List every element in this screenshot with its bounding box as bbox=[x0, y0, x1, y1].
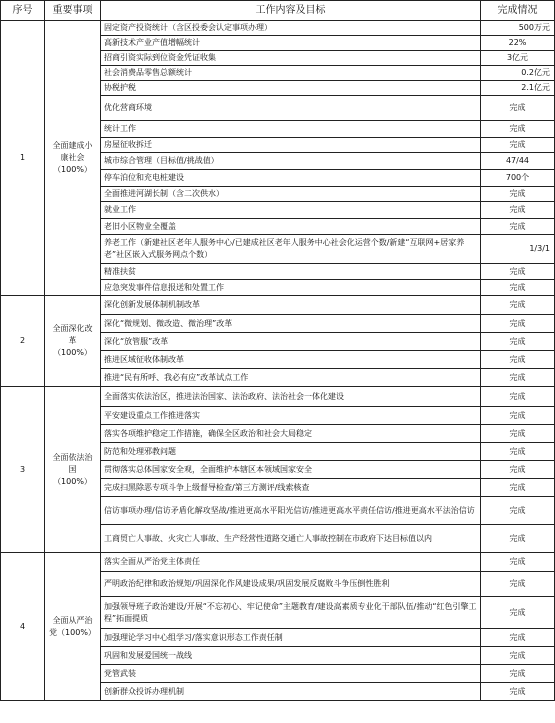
header-row bbox=[1, 1, 555, 21]
header-status: 完成情况 bbox=[481, 1, 555, 21]
work-content-cell: 统计工作 bbox=[101, 121, 481, 138]
completion-status-cell: 完成 bbox=[481, 351, 555, 369]
work-content-cell: 信访事项办理/信访矛盾化解攻坚战/推进更高水平阳光信访/推进更高水平责任信访/推进更高水平法治信访 bbox=[101, 497, 481, 525]
work-content-cell: 就业工作 bbox=[101, 202, 481, 219]
completion-status-cell: 完成 bbox=[481, 572, 555, 597]
work-content-cell: 推进区域征收体制改革 bbox=[101, 351, 481, 369]
major-item-line: （100%） bbox=[53, 165, 92, 174]
table-row bbox=[1, 553, 555, 572]
completion-status-cell: 47/44 bbox=[481, 153, 555, 170]
group-major-item bbox=[45, 296, 101, 387]
work-content-cell: 深化“放管服”改革 bbox=[101, 333, 481, 351]
completion-status-cell: 完成 bbox=[481, 387, 555, 407]
work-content-cell: 固定资产投资统计（含区投委会认定事项办理） bbox=[101, 21, 481, 36]
header-seq: 序号 bbox=[1, 1, 45, 21]
work-content-cell: 推进“民有所呼、我必有应”改革试点工作 bbox=[101, 369, 481, 387]
major-item-line: 国 bbox=[68, 464, 77, 474]
completion-status-cell: 完成 bbox=[481, 647, 555, 665]
major-item-line: 全面从严治 bbox=[52, 615, 93, 625]
work-content-cell: 老旧小区物业全覆盖 bbox=[101, 219, 481, 235]
completion-status-cell: 完成 bbox=[481, 597, 555, 629]
major-item-line: 全面依法治 bbox=[52, 452, 93, 462]
group-seq: 1 bbox=[1, 21, 45, 296]
work-content-cell: 防范和处理邪教问题 bbox=[101, 443, 481, 461]
work-content-cell: 深化“微规划、微改造、微治理”改革 bbox=[101, 315, 481, 333]
completion-status-cell: 3亿元 bbox=[481, 51, 555, 66]
completion-status-cell: 2.1亿元 bbox=[481, 81, 555, 96]
work-content-cell: 协税护税 bbox=[101, 81, 481, 96]
major-item-line: 党（100%） bbox=[49, 627, 96, 637]
work-content-cell: 社会消费品零售总额统计 bbox=[101, 66, 481, 81]
completion-status-cell: 完成 bbox=[481, 629, 555, 647]
table-row bbox=[1, 296, 555, 315]
group-major-item bbox=[45, 21, 101, 296]
work-content-cell: 深化创新发展体制机制改革 bbox=[101, 296, 481, 315]
completion-status-cell: 完成 bbox=[481, 296, 555, 315]
work-content-cell: 高新技术产业产值增幅统计 bbox=[101, 36, 481, 51]
work-content-cell: 贯彻落实总体国家安全观，全面维护本辖区本领域国家安全 bbox=[101, 461, 481, 479]
group-major-item bbox=[45, 387, 101, 553]
header-work: 工作内容及目标 bbox=[101, 1, 481, 21]
completion-status-cell: 完成 bbox=[481, 280, 555, 296]
work-content-cell: 平安建设重点工作推进落实 bbox=[101, 407, 481, 425]
work-content-cell: 党管武装 bbox=[101, 665, 481, 683]
work-content-cell: 加强理论学习中心组学习/落实意识形态工作责任制 bbox=[101, 629, 481, 647]
major-item-line: 全面深化改 bbox=[52, 324, 93, 333]
completion-status-cell: 完成 bbox=[481, 407, 555, 425]
completion-status-cell: 0.2亿元 bbox=[481, 66, 555, 81]
completion-status-cell: 1/3/1 bbox=[481, 235, 555, 264]
completion-status-cell: 完成 bbox=[481, 96, 555, 121]
group-seq: 3 bbox=[1, 387, 45, 553]
major-item-line: （100%） bbox=[53, 476, 92, 486]
completion-status-cell: 22% bbox=[481, 36, 555, 51]
work-content-cell: 养老工作（新建社区老年人服务中心/已建成社区老年人服务中心社会化运营个数/新建“互联网+居家养老”社区嵌入式服务网点个数） bbox=[101, 235, 481, 264]
work-content-cell: 工商贸亡人事故、火灾亡人事故、生产经营性道路交通亡人事故控制在市政府下达目标值以内 bbox=[101, 525, 481, 553]
major-item-line: 革 bbox=[68, 336, 77, 345]
completion-status-cell: 完成 bbox=[481, 138, 555, 153]
header-major: 重要事项 bbox=[45, 1, 101, 21]
work-content-cell: 加强领导班子政治建设/开展“不忘初心、牢记使命”主题教育/建设高素质专业化干部队伍/推动“红色引擎工程”拓面提质 bbox=[101, 597, 481, 629]
major-item-line: 康社会 bbox=[60, 153, 85, 162]
completion-status-cell: 完成 bbox=[481, 425, 555, 443]
work-content-cell: 房屋征收拆迁 bbox=[101, 138, 481, 153]
completion-status-cell: 完成 bbox=[481, 443, 555, 461]
work-content-cell: 招商引资实际到位资金凭证收集 bbox=[101, 51, 481, 66]
completion-status-cell: 完成 bbox=[481, 369, 555, 387]
completion-status-cell: 完成 bbox=[481, 683, 555, 701]
work-content-cell: 完成扫黑除恶专项斗争上级督导检查/第三方测评/线索核查 bbox=[101, 479, 481, 497]
completion-status-cell: 完成 bbox=[481, 553, 555, 572]
completion-status-cell: 完成 bbox=[481, 219, 555, 235]
completion-status-cell: 完成 bbox=[481, 121, 555, 138]
completion-status-cell: 完成 bbox=[481, 202, 555, 219]
group-seq: 2 bbox=[1, 296, 45, 387]
completion-status-cell: 700个 bbox=[481, 170, 555, 187]
group-major-item bbox=[45, 553, 101, 701]
completion-status-cell: 完成 bbox=[481, 333, 555, 351]
work-content-cell: 优化营商环境 bbox=[101, 96, 481, 121]
work-content-cell: 城市综合管理（目标值/挑战值） bbox=[101, 153, 481, 170]
work-content-cell: 严明政治纪律和政治规矩/巩固深化作风建设成果/巩固发展反腐败斗争压倒性胜利 bbox=[101, 572, 481, 597]
work-content-cell: 应急突发事件信息报送和处置工作 bbox=[101, 280, 481, 296]
group-seq: 4 bbox=[1, 553, 45, 701]
completion-status-cell: 完成 bbox=[481, 264, 555, 280]
table-row bbox=[1, 21, 555, 36]
major-item-line: 全面建成小 bbox=[52, 141, 93, 150]
work-content-cell: 全面推进河湖长制（含二次供水） bbox=[101, 187, 481, 202]
work-content-cell: 停车泊位和充电桩建设 bbox=[101, 170, 481, 187]
work-content-cell: 创新群众投诉办理机制 bbox=[101, 683, 481, 701]
completion-status-cell: 完成 bbox=[481, 479, 555, 497]
completion-status-cell: 完成 bbox=[481, 315, 555, 333]
completion-status-cell: 完成 bbox=[481, 665, 555, 683]
completion-status-cell: 完成 bbox=[481, 525, 555, 553]
table-row bbox=[1, 387, 555, 407]
completion-status-cell: 完成 bbox=[481, 461, 555, 479]
work-content-cell: 精准扶贫 bbox=[101, 264, 481, 280]
work-content-cell: 全面落实依法治区，推进法治国家、法治政府、法治社会一体化建设 bbox=[101, 387, 481, 407]
completion-status-cell: 500万元 bbox=[481, 21, 555, 36]
work-content-cell: 落实全面从严治党主体责任 bbox=[101, 553, 481, 572]
major-item-line: （100%） bbox=[53, 348, 92, 357]
completion-status-cell: 完成 bbox=[481, 187, 555, 202]
table-body bbox=[1, 21, 555, 701]
work-content-cell: 巩固和发展爱国统一战线 bbox=[101, 647, 481, 665]
completion-status-cell: 完成 bbox=[481, 497, 555, 525]
work-content-cell: 落实各项维护稳定工作措施，确保全区政治和社会大局稳定 bbox=[101, 425, 481, 443]
